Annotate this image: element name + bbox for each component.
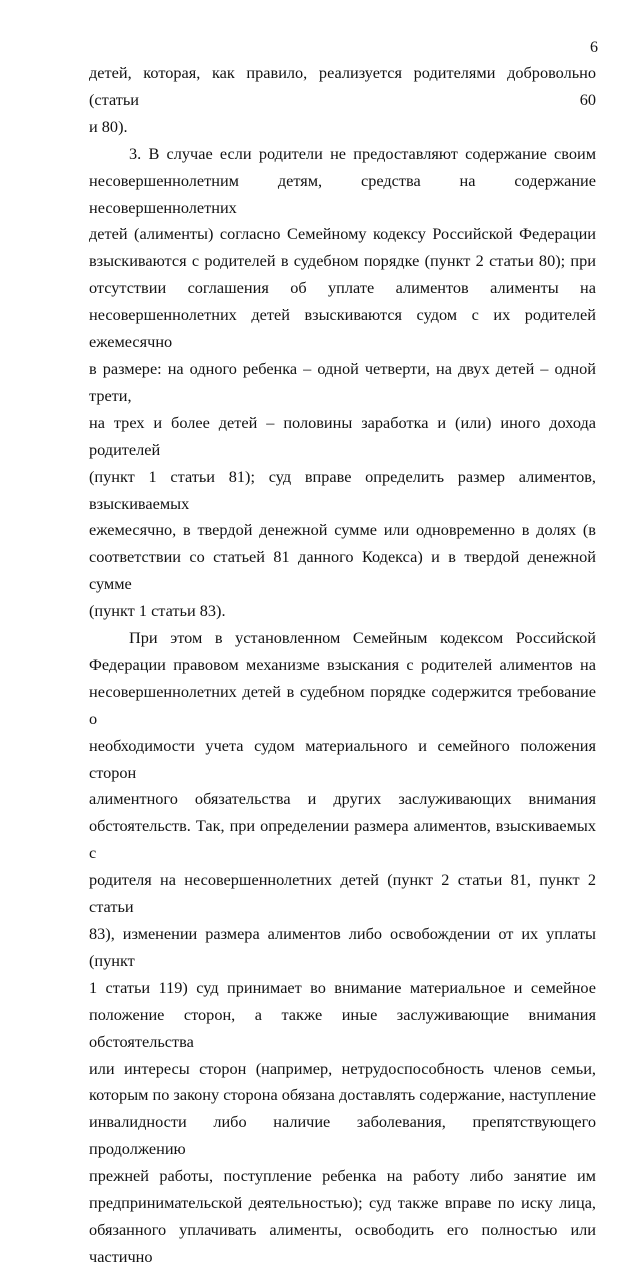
text-line: 3. В случае если родители не предоставляют содержание своим bbox=[129, 143, 596, 163]
text-line: (пункт 1 статьи 81); суд вправе определить размер алиментов, взыскиваемых bbox=[89, 466, 596, 513]
text-line: предпринимательской деятельностью); суд также вправе по иску лица, bbox=[89, 1193, 596, 1213]
text-line: положение сторон, а также иные заслуживающие внимания обстоятельства bbox=[89, 1004, 596, 1051]
text-line: соответствии со статьей 81 данного Кодекса) и в твердой денежной сумме bbox=[89, 547, 596, 594]
paragraph-1 bbox=[89, 60, 596, 141]
text-line: (пункт 1 статьи 83). bbox=[89, 601, 226, 621]
text-line: обстоятельств. Так, при определении размера алиментов, взыскиваемых с bbox=[89, 816, 596, 863]
text-line: инвалидности либо наличие заболевания, препятствующего продолжению bbox=[89, 1112, 596, 1159]
text-line: 83), изменении размера алиментов либо освобождении от их уплаты (пункт bbox=[89, 924, 596, 970]
text-line: прежней работы, поступление ребенка на работу либо занятие им bbox=[89, 1166, 596, 1186]
text-line: Федерации правовом механизме взыскания с родителей алиментов на bbox=[89, 654, 596, 674]
text-line: несовершеннолетним детям, средства на содержание несовершеннолетних bbox=[89, 170, 596, 217]
text-line: и 80). bbox=[89, 116, 128, 136]
paragraph-3 bbox=[89, 625, 596, 1271]
text-line: в размере: на одного ребенка – одной четверти, на двух детей – одной трети, bbox=[89, 358, 596, 405]
text-line: При этом в установленном Семейным кодексом Российской bbox=[129, 628, 596, 648]
text-line: детей, которая, как правило, реализуется родителями добровольно (статьи 60 bbox=[89, 63, 596, 109]
text-line: родителя на несовершеннолетних детей (пункт 2 статьи 81, пункт 2 статьи bbox=[89, 870, 596, 917]
document-body bbox=[89, 60, 596, 1271]
text-line: которым по закону сторона обязана доставлять содержание, наступление bbox=[89, 1085, 596, 1105]
text-line: несовершеннолетних детей в судебном порядке содержится требование о bbox=[89, 681, 596, 728]
text-line: отсутствии соглашения об уплате алиментов алименты на bbox=[89, 278, 596, 298]
text-line: взыскиваются с родителей в судебном порядке (пункт 2 статьи 80); при bbox=[89, 251, 596, 271]
text-line: детей (алименты) согласно Семейному кодексу Российской Федерации bbox=[89, 224, 596, 244]
text-line: обязанного уплачивать алименты, освободить его полностью или частично bbox=[89, 1219, 596, 1266]
text-line: алиментного обязательства и других заслуживающих внимания bbox=[89, 789, 596, 809]
page-number: 6 bbox=[590, 39, 598, 56]
text-line: на трех и более детей – половины заработка и (или) иного дохода родителей bbox=[89, 412, 596, 459]
paragraph-2 bbox=[89, 141, 596, 625]
text-line: ежемесячно, в твердой денежной сумме или одновременно в долях (в bbox=[89, 520, 596, 540]
text-line: необходимости учета судом материального и семейного положения сторон bbox=[89, 735, 596, 782]
text-line: 1 статьи 119) суд принимает во внимание материальное и семейное bbox=[89, 977, 596, 997]
text-line: несовершеннолетних детей взыскиваются судом с их родителей ежемесячно bbox=[89, 305, 596, 352]
text-line: или интересы сторон (например, нетрудоспособность членов семьи, bbox=[89, 1058, 596, 1078]
